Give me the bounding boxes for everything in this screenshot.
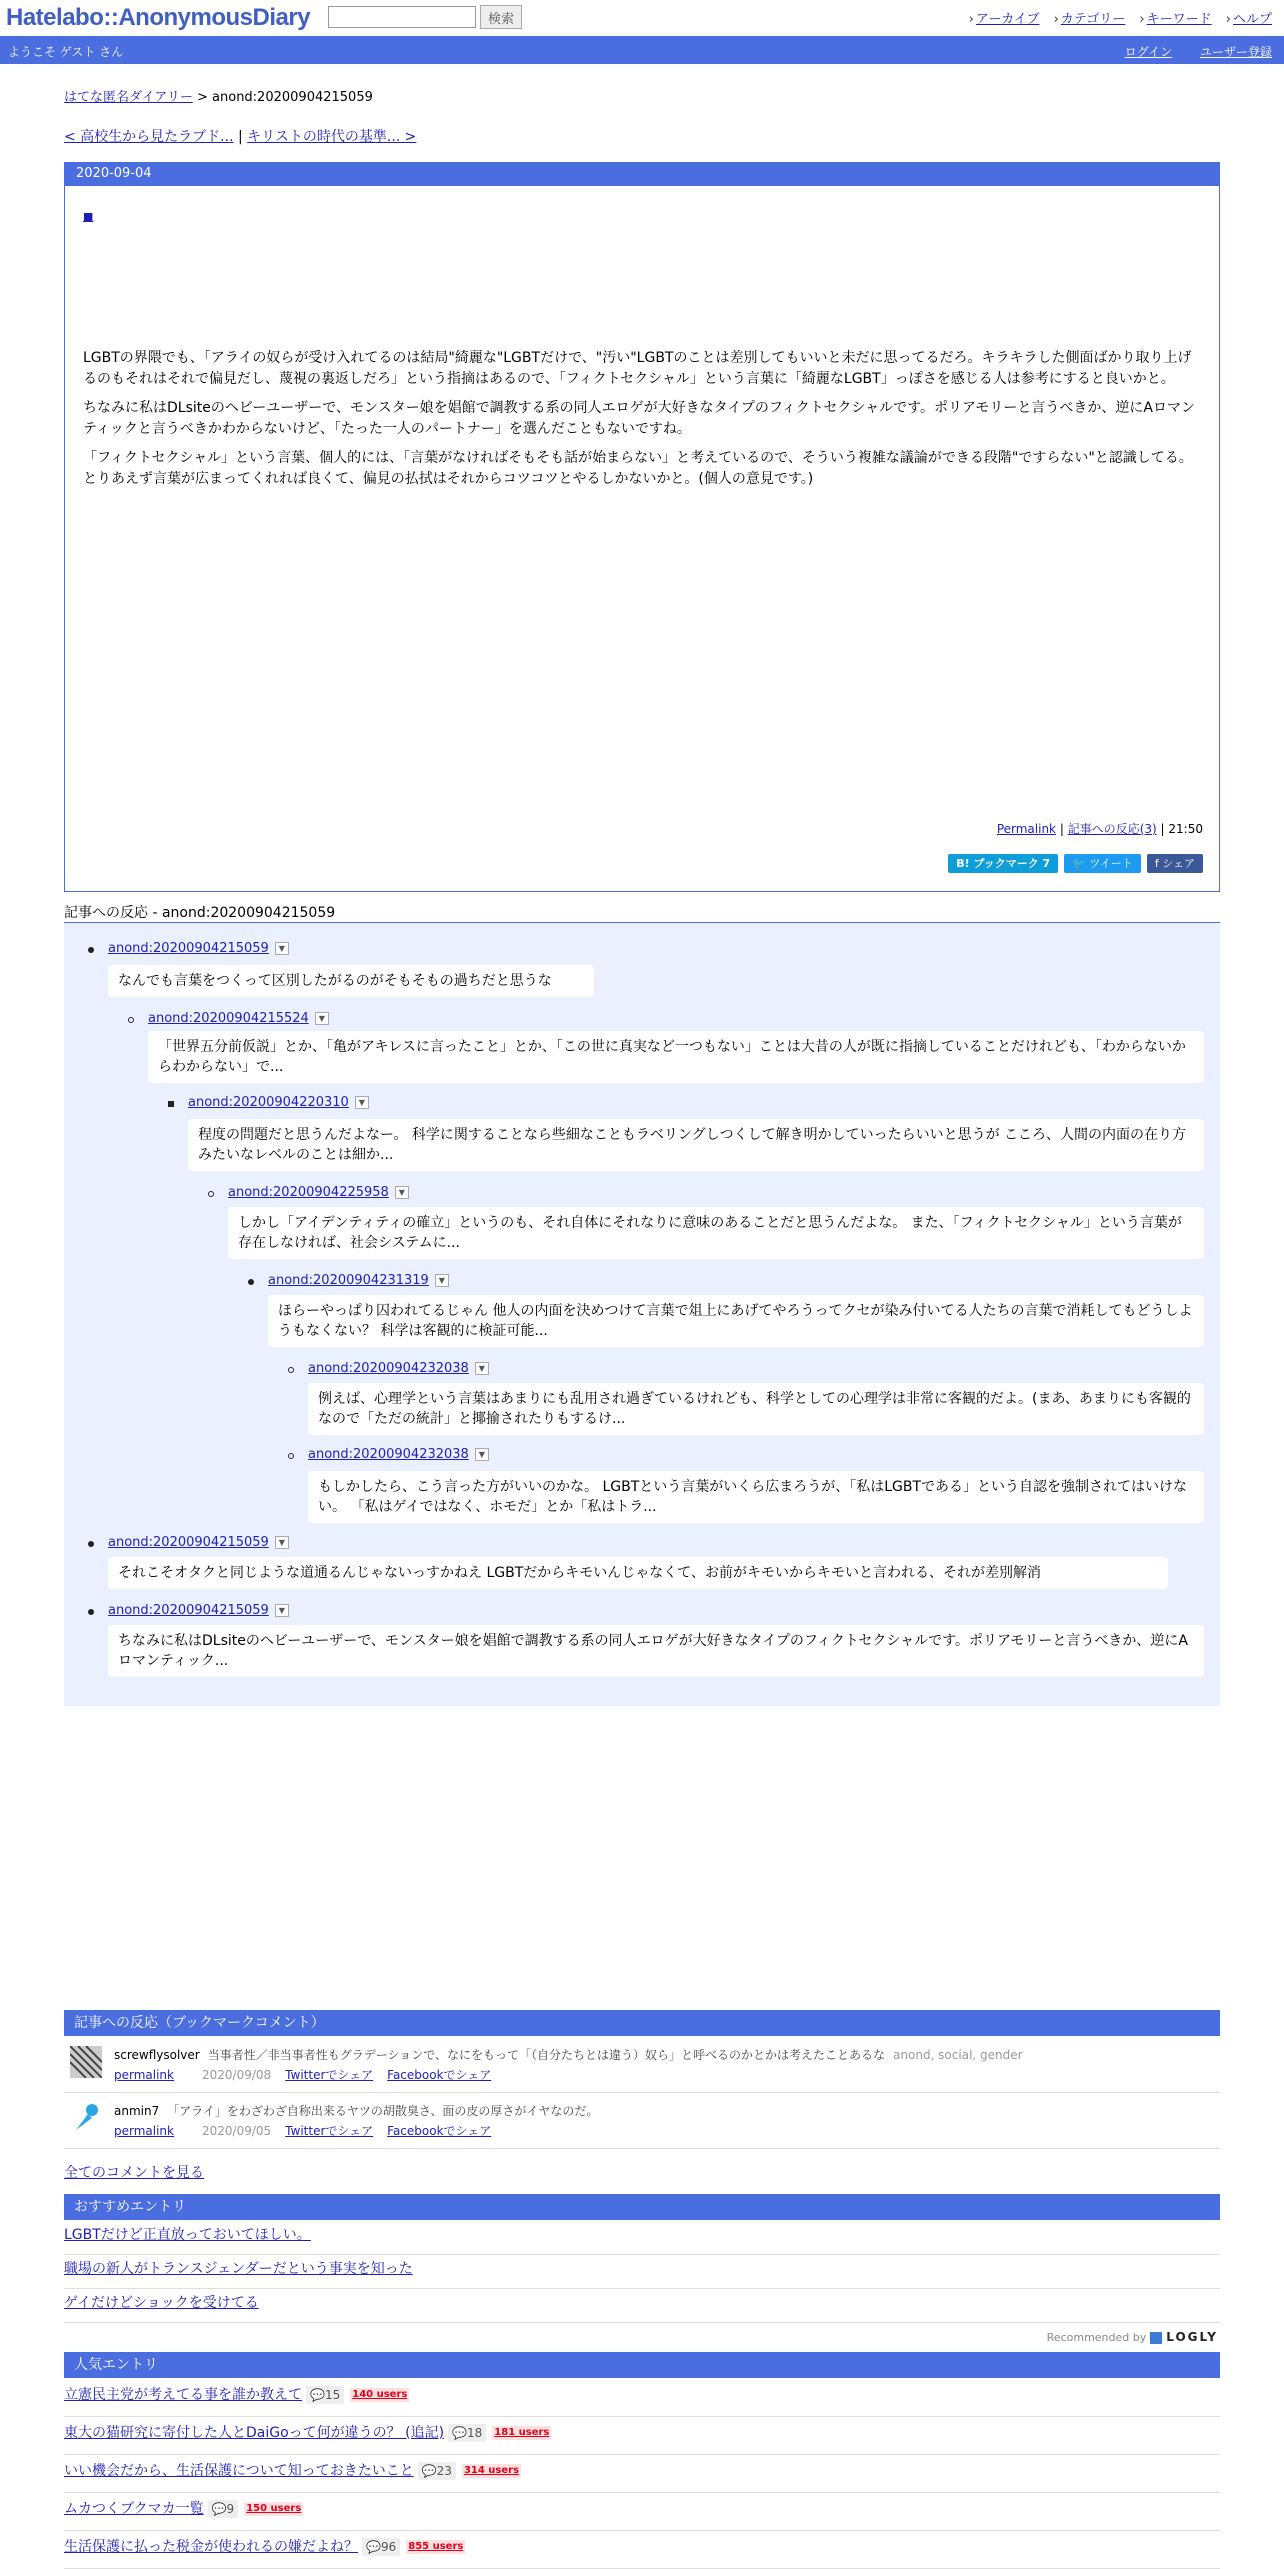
recommended-link[interactable]: LGBTだけど正直放っておいてほしい。 [64,2227,311,2243]
twitter-share-link[interactable]: Twitterでシェア [285,2124,374,2138]
entry-date-bar [64,162,1220,186]
facebook-share-link[interactable]: Facebookでシェア [387,2124,492,2138]
reaction-link[interactable]: anond:20200904215524 [148,1011,309,1026]
disc-bullet [88,1609,94,1615]
dropdown-icon[interactable]: ▼ [355,1096,369,1109]
circle-bullet [288,1453,294,1459]
disc-bullet [248,1279,254,1285]
popular-item [64,2380,1220,2417]
dropdown-icon[interactable]: ▼ [275,1604,289,1617]
logly-brand: LOGLY [1166,2330,1218,2344]
popular-link[interactable]: 生活保護に払った税金が使われるの嫌だよね？ [64,2539,358,2555]
bookmark-comment [64,2040,1220,2093]
comment-bubble-icon: 💬 [310,2388,325,2402]
entry-text [83,348,1201,498]
comment-bubble-icon: 💬 [211,2502,227,2516]
popular-item [64,2456,1220,2493]
user-bar [0,36,1284,64]
comment-bubble-icon: 💬 [452,2426,467,2440]
comment-count[interactable]: 💬15 [306,2386,344,2404]
bookmark-text: 「アライ」をわざわざ自称出来るヤツの胡散臭さ、面の皮の厚さがイヤなのだ。 [167,2104,599,2118]
popular-item [64,2494,1220,2531]
reaction-comment: 程度の問題だと思うんだよなー。 科学に関することなら些細なこともラベリングしつくして解き明かしていったらいいと思うが こころ、人間の内面の在り方みたいなレベルのことは細か... [188,1119,1204,1171]
tweet-button[interactable]: 🐦 ツイート [1064,854,1141,873]
bookmark-permalink[interactable]: permalink [114,2124,174,2138]
circle-bullet [128,1017,134,1023]
square-bullet [168,1101,174,1107]
entry-paragraph: 「フィクトセクシャル」という言葉、個人的には、「言葉がなければそもそも話が始まらない」と考えているので、そういう複雑な議論ができる段階"ですらない"と認識してる。とりあえず言葉が広まってくれれば良くて、偏見の払拭はそれからコツコツとやるしかないかと。(個人の意見です。) [83,450,1193,487]
entry-paragraph: LGBTの界隈でも、「アライの奴らが受け入れてるのは結局"綺麗な"LGBTだけで、"汚い"LGBTのことは差別してもいいと未だに思ってるだろ。キラキラした側面ばかり取り上げるのもそれはそれで偏見だし、蔑視の裏返しだろ」という指摘はあるので、「フィクトセクシャル」という言葉に「綺麗なLGBT」っぽさを感じる人は参考にすると良いかと。 [83,350,1192,387]
reaction-link[interactable]: anond:20200904225958 [228,1185,389,1200]
prev-entry-link[interactable]: < 高校生から見たラブド... [64,129,234,145]
users-badge[interactable]: 181 users [494,2427,550,2438]
user-avatar[interactable] [70,2046,102,2078]
reaction-comment: しかし「アイデンティティの確立」というのも、それ自体にそれなりに意味のあることだと思うんだよな。 また、「フィクトセクシャル」という言葉が存在しなければ、社会システムに... [228,1207,1204,1259]
popular-item [64,2418,1220,2455]
reaction-link[interactable]: anond:20200904220310 [188,1095,349,1110]
breadcrumb-current: anond:20200904215059 [212,90,373,105]
reaction-comment: 「世界五分前仮説」とか、「亀がアキレスに言ったこと」とか、「この世に真実など一つもない」ことは大昔の人が既に指摘していることだけれども、「わからないからわからない」で... [148,1031,1204,1083]
reactions-link[interactable]: 記事への反応(3) [1067,822,1157,836]
reaction-link[interactable]: anond:20200904232038 [308,1447,469,1462]
permalink-link[interactable]: Permalink [996,822,1057,836]
dropdown-icon[interactable]: ▼ [475,1448,489,1461]
entry-square-link[interactable]: ■ [83,210,94,223]
entry-paragraph: ちなみに私はDLsiteのヘビーユーザーで、モンスター娘を娼館で調教する系の同人エロゲが大好きなタイプのフィクトセクシャルです。ポリアモリーと言うべきか、逆にAロマンティックと言うべきかわからないけど、「たった一人のパートナー」を選んだこともないですね。 [83,400,1195,437]
popular-item [64,2532,1220,2569]
reaction-link[interactable]: anond:20200904215059 [108,941,269,956]
bookmark-date: 2020/09/05 [202,2124,272,2138]
dropdown-icon[interactable]: ▼ [275,942,289,955]
facebook-share-link[interactable]: Facebookでシェア [387,2068,492,2082]
popular-link[interactable]: ムカつくブクマカ一覧 [64,2501,204,2517]
dropdown-icon[interactable]: ▼ [395,1186,409,1199]
comment-count[interactable]: 💬23 [418,2462,456,2480]
entry-time: | 21:50 [1160,822,1203,836]
all-comments-link[interactable]: 全てのコメントを見る [64,2165,204,2181]
reaction-comment: ほらーやっぱり囚われてるじゃん 他人の内面を決めつけて言葉で俎上にあげてやろうってクセが染み付いてる人たちの言葉で消耗してもどうしようもなくない？ 科学は客観的に検証可能... [268,1295,1204,1347]
top-nav [959,8,1272,27]
reactions-tree [64,922,1220,1706]
recommended-item [64,2290,1220,2323]
entry-footer: Permalink | 記事への反応(3) | 21:50 [996,822,1203,836]
bookmark-text: 当事者性／非当事者性もグラデーションで、なにをもって「（自分たちとは違う）奴ら」と呼べるのかとかは考えたことあるな [207,2048,886,2062]
users-badge[interactable]: 855 users [408,2541,464,2552]
recommended-section [64,2194,1220,2344]
nav-category-link[interactable]: › カテゴリー [1054,12,1126,27]
bookmark-user[interactable]: anmin7 [114,2104,160,2118]
reactions-heading: 記事への反応 - anond:20200904215059 [64,905,336,921]
bookmark-user[interactable]: screwflysolver [114,2048,200,2062]
twitter-share-link[interactable]: Twitterでシェア [285,2068,374,2082]
popular-link[interactable]: いい機会だから、生活保護について知っておきたいこと [64,2463,414,2479]
login-link[interactable]: ログイン [1124,45,1173,59]
bookmark-permalink[interactable]: permalink [114,2068,174,2082]
recommended-item [64,2222,1220,2255]
dropdown-icon[interactable]: ▼ [315,1012,329,1025]
popular-heading: 人気エントリ [64,2352,1220,2378]
nav-archive-link[interactable]: › アーカイブ [969,12,1040,27]
top-bar [0,0,1284,36]
pager-divider: | [237,129,243,145]
reaction-comment: もしかしたら、こう言った方がいいのかな。 LGBTという言葉がいくら広まろうが、「私はLGBTである」という自認を強制されてはいけない。 「私はゲイではなく、ホモだ」とか「私はトラ... [308,1471,1204,1523]
logly-credit[interactable] [1047,2330,1218,2344]
comment-bubble-icon: 💬 [421,2464,437,2478]
reaction-link[interactable]: anond:20200904215059 [108,1535,269,1550]
reaction-comment: ちなみに私はDLsiteのヘビーユーザーで、モンスター娘を娼館で調教する系の同人エロゲが大好きなタイプのフィクトセクシャルです。ポリアモリーと言うべきか、逆にAロマンティック... [108,1625,1204,1677]
disc-bullet [88,1541,94,1547]
dropdown-icon[interactable]: ▼ [275,1536,289,1549]
bookmark-tags: anond, social, gender [893,2048,1023,2062]
twitter-bird-icon: 🐦 [1072,857,1090,870]
next-entry-link[interactable]: キリストの時代の基準... > [247,129,417,145]
user-avatar[interactable] [70,2102,102,2134]
recommended-item [64,2256,1220,2289]
users-badge[interactable]: 140 users [352,2389,408,2400]
reaction-link[interactable]: anond:20200904232038 [308,1361,469,1376]
entry-date: 2020-09-04 [76,166,152,181]
recommended-link[interactable]: ゲイだけどショックを受けてる [64,2295,259,2311]
dropdown-icon[interactable]: ▼ [435,1274,449,1287]
logly-label: Recommended by [1046,2331,1147,2344]
users-badge[interactable]: 150 users [246,2503,302,2514]
bookmark-comment [64,2096,1220,2149]
facebook-icon: f [1154,857,1163,870]
entry-body [64,186,1220,892]
logly-logo-icon [1150,2332,1162,2344]
reaction-link[interactable]: anond:20200904231319 [268,1273,429,1288]
circle-bullet [208,1191,214,1197]
reaction-comment: なんでも言葉をつくって区別したがるのがそもそもの過ちだと思うな [108,965,594,997]
search-input[interactable] [328,6,476,28]
bookmark-comments-heading: 記事への反応（ブックマークコメント） [64,2010,1220,2036]
comment-count[interactable]: 💬96 [362,2538,400,2556]
nav-help-link[interactable]: › ヘルプ [1226,12,1272,27]
popular-link[interactable]: 東大の猫研究に寄付した人とDaiGoって何が違うの？ (追記) [64,2425,445,2441]
facebook-share-button[interactable]: f シェア [1147,854,1203,873]
breadcrumb [64,86,1220,105]
popular-section [64,2352,1220,2555]
breadcrumb-root-link[interactable]: はてな匿名ダイアリー [64,90,193,105]
site-logo[interactable]: Hatelabo::AnonymousDiary [6,4,311,31]
recommended-heading: おすすめエントリ [64,2194,1220,2220]
popular-link[interactable]: 立憲民主党が考えてる事を誰か教えて [64,2387,302,2403]
comment-count[interactable]: 💬9 [208,2500,239,2518]
nav-keyword-link[interactable]: › キーワード [1139,12,1211,27]
breadcrumb-separator: > [196,90,208,105]
comment-count[interactable]: 💬18 [448,2424,486,2442]
reaction-comment: 例えば、心理学という言葉はあまりにも乱用され過ぎているけれども、科学としての心理学は非常に客観的だよ。(まあ、あまりにも客観的なので「ただの統計」と揶揄されたりもするけ... [308,1383,1204,1435]
share-buttons [948,854,1203,873]
dropdown-icon[interactable]: ▼ [475,1362,489,1375]
search-button[interactable]: 検索 [480,5,522,29]
bookmark-comments-section [64,2010,1220,2181]
reaction-comment: それこそオタクと同じような道通るんじゃないっすかねえ LGBTだからキモいんじゃなくて、お前がキモいからキモいと言われる、それが差別解消 [108,1557,1168,1589]
hatena-bookmark-button[interactable]: B! ブックマーク 7 [948,854,1058,873]
circle-bullet [288,1367,294,1373]
register-link[interactable]: ユーザー登録 [1199,45,1272,59]
users-badge[interactable]: 314 users [463,2465,520,2476]
welcome-text: ようこそ ゲスト さん [8,45,124,59]
recommended-link[interactable]: 職場の新人がトランスジェンダーだという事実を知った [64,2261,413,2277]
entry-pager [64,126,1220,146]
reaction-link[interactable]: anond:20200904215059 [108,1603,269,1618]
bookmark-date: 2020/09/08 [202,2068,272,2082]
comment-bubble-icon: 💬 [366,2540,381,2554]
disc-bullet [88,947,94,953]
